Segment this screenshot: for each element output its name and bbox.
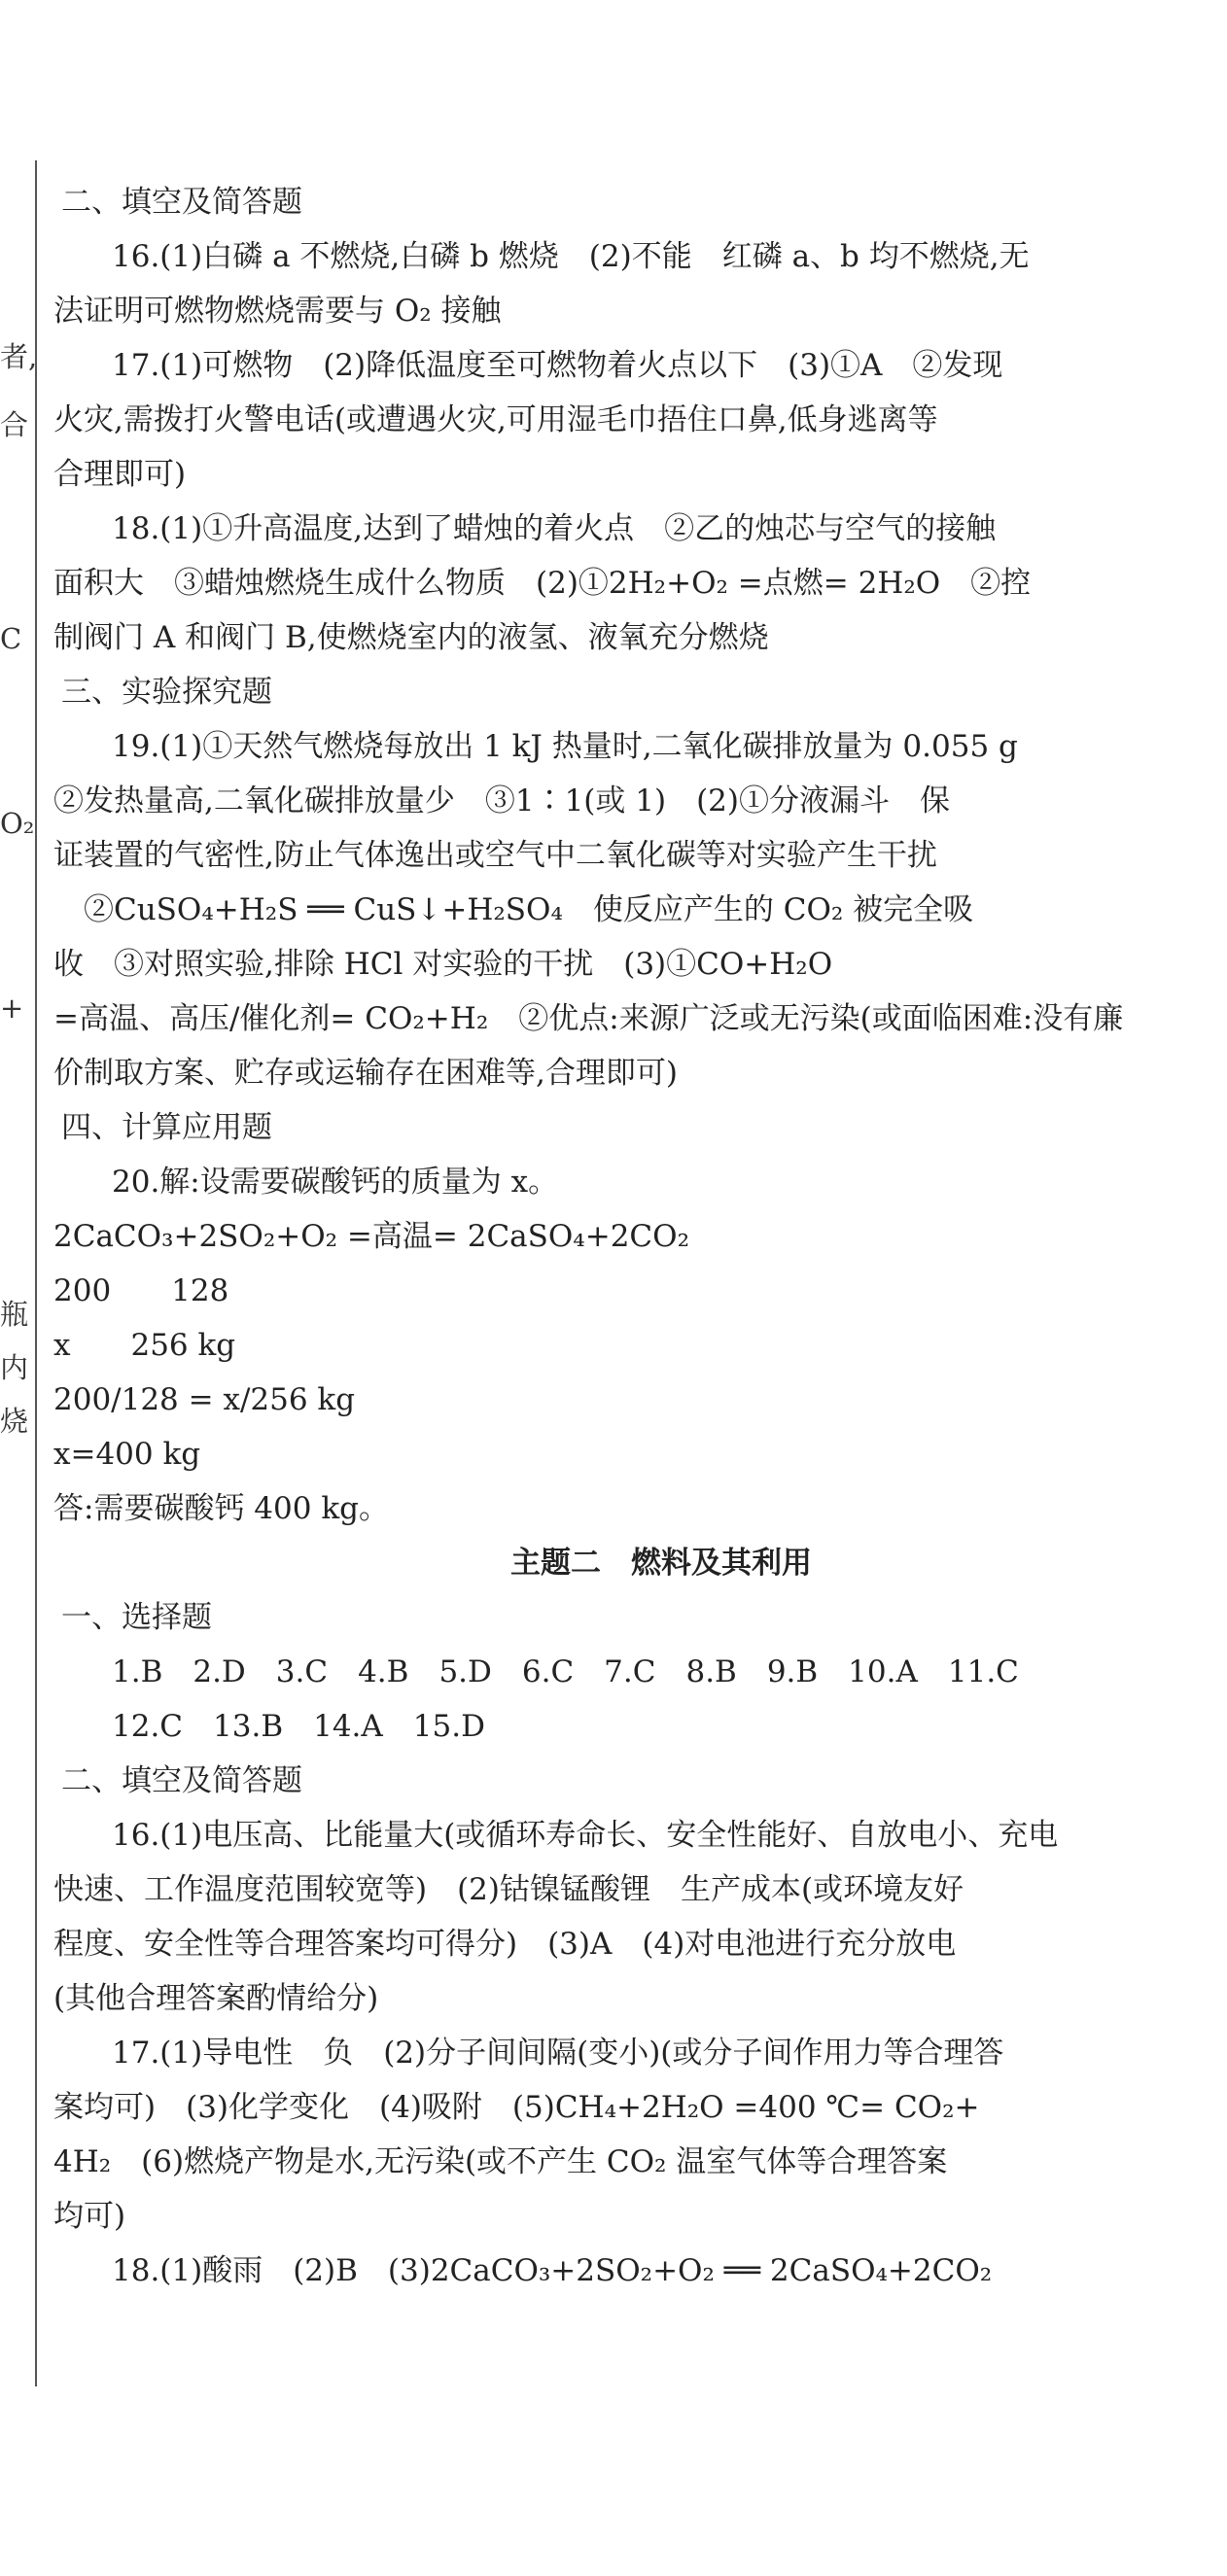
edge-fragment: +	[0, 992, 24, 1025]
answer-line: 200 128	[53, 1273, 229, 1308]
edge-fragment: 合	[0, 408, 29, 441]
answer-line: 19.(1)①天然气燃烧每放出 1 kJ 热量时,二氧化碳排放量为 0.055 g	[112, 729, 1018, 764]
answer-line: ②发热量高,二氧化碳排放量少 ③1∶1(或 1) (2)①分液漏斗 保	[53, 783, 950, 818]
answer-line: 17.(1)导电性 负 (2)分子间间隔(变小)(或分子间作用力等合理答	[112, 2036, 1004, 2071]
answer-line: 程度、安全性等合理答案均可得分) (3)A (4)对电池进行充分放电	[53, 1927, 957, 1962]
answer-line: 16.(1)电压高、比能量大(或循环寿命长、安全性能好、自放电小、充电	[112, 1818, 1059, 1853]
answer-line: 1.B 2.D 3.C 4.B 5.D 6.C 7.C 8.B 9.B 10.A 11.C	[112, 1654, 1019, 1689]
answer-line: 火灾,需拨打火警电话(或遭遇火灾,可用湿毛巾捂住口鼻,低身逃离等	[53, 402, 938, 437]
answer-line: 证装置的气密性,防止气体逸出或空气中二氧化碳等对实验产生干扰	[53, 838, 937, 873]
edge-fragment: C	[0, 622, 22, 655]
answer-line: 20.解:设需要碳酸钙的质量为 x。	[112, 1165, 559, 1200]
topic-one-answers	[53, 175, 1210, 1536]
answer-line: x 256 kg	[53, 1328, 236, 1363]
answer-line: 法证明可燃物燃烧需要与 O₂ 接触	[53, 294, 502, 329]
answer-line: 200/128 = x/256 kg	[53, 1382, 356, 1417]
answer-line: 18.(1)酸雨 (2)B (3)2CaCO₃+2SO₂+O₂ ══ 2CaSO₄+2CO₂	[112, 2253, 993, 2288]
answer-line: 18.(1)①升高温度,达到了蜡烛的着火点 ②乙的烛芯与空气的接触	[112, 511, 997, 546]
answer-line: 案均可) (3)化学变化 (4)吸附 (5)CH₄+2H₂O =400 ℃= CO₂+	[53, 2090, 980, 2125]
answer-line: ②CuSO₄+H₂S ══ CuS↓+H₂SO₄ 使反应产生的 CO₂ 被完全吸	[53, 892, 974, 927]
margin-line	[35, 160, 37, 2386]
answer-content	[53, 175, 1210, 2298]
answer-line: 4H₂ (6)燃烧产物是水,无污染(或不产生 CO₂ 温室气体等合理答案	[53, 2144, 948, 2179]
answer-line: x=400 kg	[53, 1437, 201, 1472]
answer-line: 2CaCO₃+2SO₂+O₂ =高温= 2CaSO₄+2CO₂	[53, 1219, 689, 1254]
edge-fragment: 瓶	[0, 1298, 29, 1331]
topic-title: 主题二 燃料及其利用	[510, 1546, 812, 1581]
topic-two-answers	[53, 1590, 1210, 2298]
answer-line: 三、实验探究题	[61, 675, 272, 710]
answer-line: =高温、高压/催化剂= CO₂+H₂ ②优点:来源广泛或无污染(或面临困难:没有廉	[53, 1001, 1124, 1036]
answer-line: 四、计算应用题	[61, 1110, 272, 1145]
answer-line: 合理即可)	[53, 457, 187, 492]
answer-line: 答:需要碳酸钙 400 kg。	[53, 1491, 389, 1526]
answer-line: 17.(1)可燃物 (2)降低温度至可燃物着火点以下 (3)①A ②发现	[112, 348, 1003, 383]
answer-line: 二、填空及简答题	[61, 1763, 302, 1798]
edge-fragment: 者,	[0, 340, 38, 373]
answer-line: 一、选择题	[61, 1600, 212, 1635]
edge-fragment: 烧	[0, 1405, 29, 1438]
answer-line: 12.C 13.B 14.A 15.D	[112, 1709, 485, 1744]
answer-line: (其他合理答案酌情给分)	[53, 1981, 379, 2016]
answer-line: 均可)	[53, 2199, 126, 2234]
edge-fragment: O₂	[0, 807, 35, 840]
edge-fragment: 内	[0, 1351, 29, 1384]
answer-line: 收 ③对照实验,排除 HCl 对实验的干扰 (3)①CO+H₂O	[53, 947, 833, 982]
answer-line: 制阀门 A 和阀门 B,使燃烧室内的液氢、液氧充分燃烧	[53, 620, 769, 655]
answer-line: 二、填空及简答题	[61, 185, 302, 220]
answer-line: 16.(1)白磷 a 不燃烧,白磷 b 燃烧 (2)不能 红磷 a、b 均不燃烧,无	[112, 239, 1030, 274]
answer-line: 价制取方案、贮存或运输存在困难等,合理即可)	[53, 1056, 678, 1091]
answer-line: 面积大 ③蜡烛燃烧生成什么物质 (2)①2H₂+O₂ =点燃= 2H₂O ②控	[53, 566, 1032, 601]
answer-line: 快速、工作温度范围较宽等) (2)钴镍锰酸锂 生产成本(或环境友好	[53, 1872, 964, 1907]
